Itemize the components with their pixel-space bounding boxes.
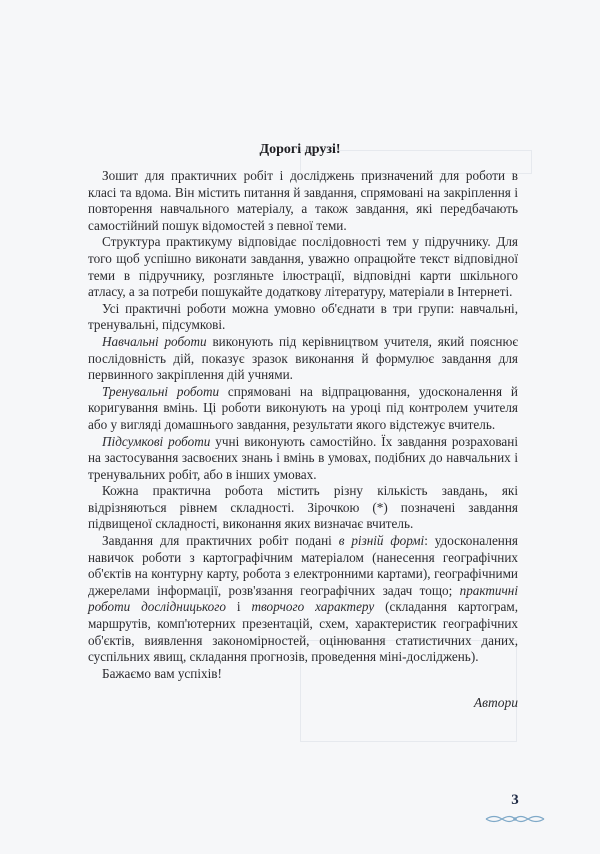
text: Завдання для практичних робіт подані [102,533,339,549]
term: Навчальні роботи [102,333,207,349]
text: (складання картограм, маршрутів, комп'ютерних презентацій, схем, характеристик географічних об'єктів, виявлення закономірностей, оцінювання статистичних даних, суспільних явищ, складання прогнозів, проведення міні-досліджень). [88,599,518,665]
paragraph [88,334,518,384]
ornament-icon [484,814,546,824]
text: : удосконалення навичок роботи з картографічним матеріалом (нанесення географічних об'єктів на контурну карту, робота з електронними картами), географічними джерелами інформації, розв'язання географічних задач тощо; [88,533,518,598]
text: і [226,599,252,615]
term: творчого характеру [251,599,375,615]
letter-body [88,168,518,711]
term: практичні роботи дослідницького [88,582,518,615]
paragraph: Бажаємо вам успіхів! [102,665,222,681]
page-number: 3 [511,792,519,808]
text: учні виконують самостійно. Їх завдання розраховані на застосування засвоєних знань і вмінь в умовах, подібних до навчальних і тренувальних робіт, або в інших умовах. [88,433,518,482]
paragraph: Усі практичні роботи можна умовно об'єднати в три групи: навчальні, тренувальні, підсумкові. [88,300,518,333]
text: виконують під керівництвом учителя, який пояснює послідовність дій, показує зразок виконання й формулює завдання для первинного закріплення дій учнями. [88,333,518,383]
term: в різній формі [338,533,425,549]
paragraph: Зошит для практичних робіт і досліджень призначений для роботи в класі та вдома. Він містить питання й завдання, спрямовані на закріплення і повторення навчального матеріалу, а також завдання, які передбачають самостійний пошук відомостей з певної теми. [88,168,518,233]
paragraph [88,533,518,666]
page-title: Дорогі друзі! [259,142,341,157]
term: Підсумкові роботи [102,433,211,449]
paragraph: Структура практикуму відповідає послідовності тем у підручнику. Для того щоб успішно виконати завдання, уважно опрацюйте текст відповідної теми в підручнику, розгляньте ілюстрації, відповідні карти шкільного атласу, а за потреби пошукайте додаткову літературу, матеріали в Інтернеті. [88,234,518,300]
text: спрямовані на відпрацювання, удосконалення й коригування вмінь. Ці роботи виконують на уроці під контролем учителя або у вигляді домашнього завдання, результати якого відстежує вчитель. [88,383,518,432]
paragraph [88,434,518,484]
term: Тренувальні роботи [102,383,220,399]
paragraph: Кожна практична робота містить різну кількість завдань, які відрізняються рівнем складності. Зірочкою (*) позначені завдання підвищеної складності, виконання яких визначає вчитель. [88,483,518,532]
signature: Автори [473,695,518,711]
paragraph [88,384,518,434]
